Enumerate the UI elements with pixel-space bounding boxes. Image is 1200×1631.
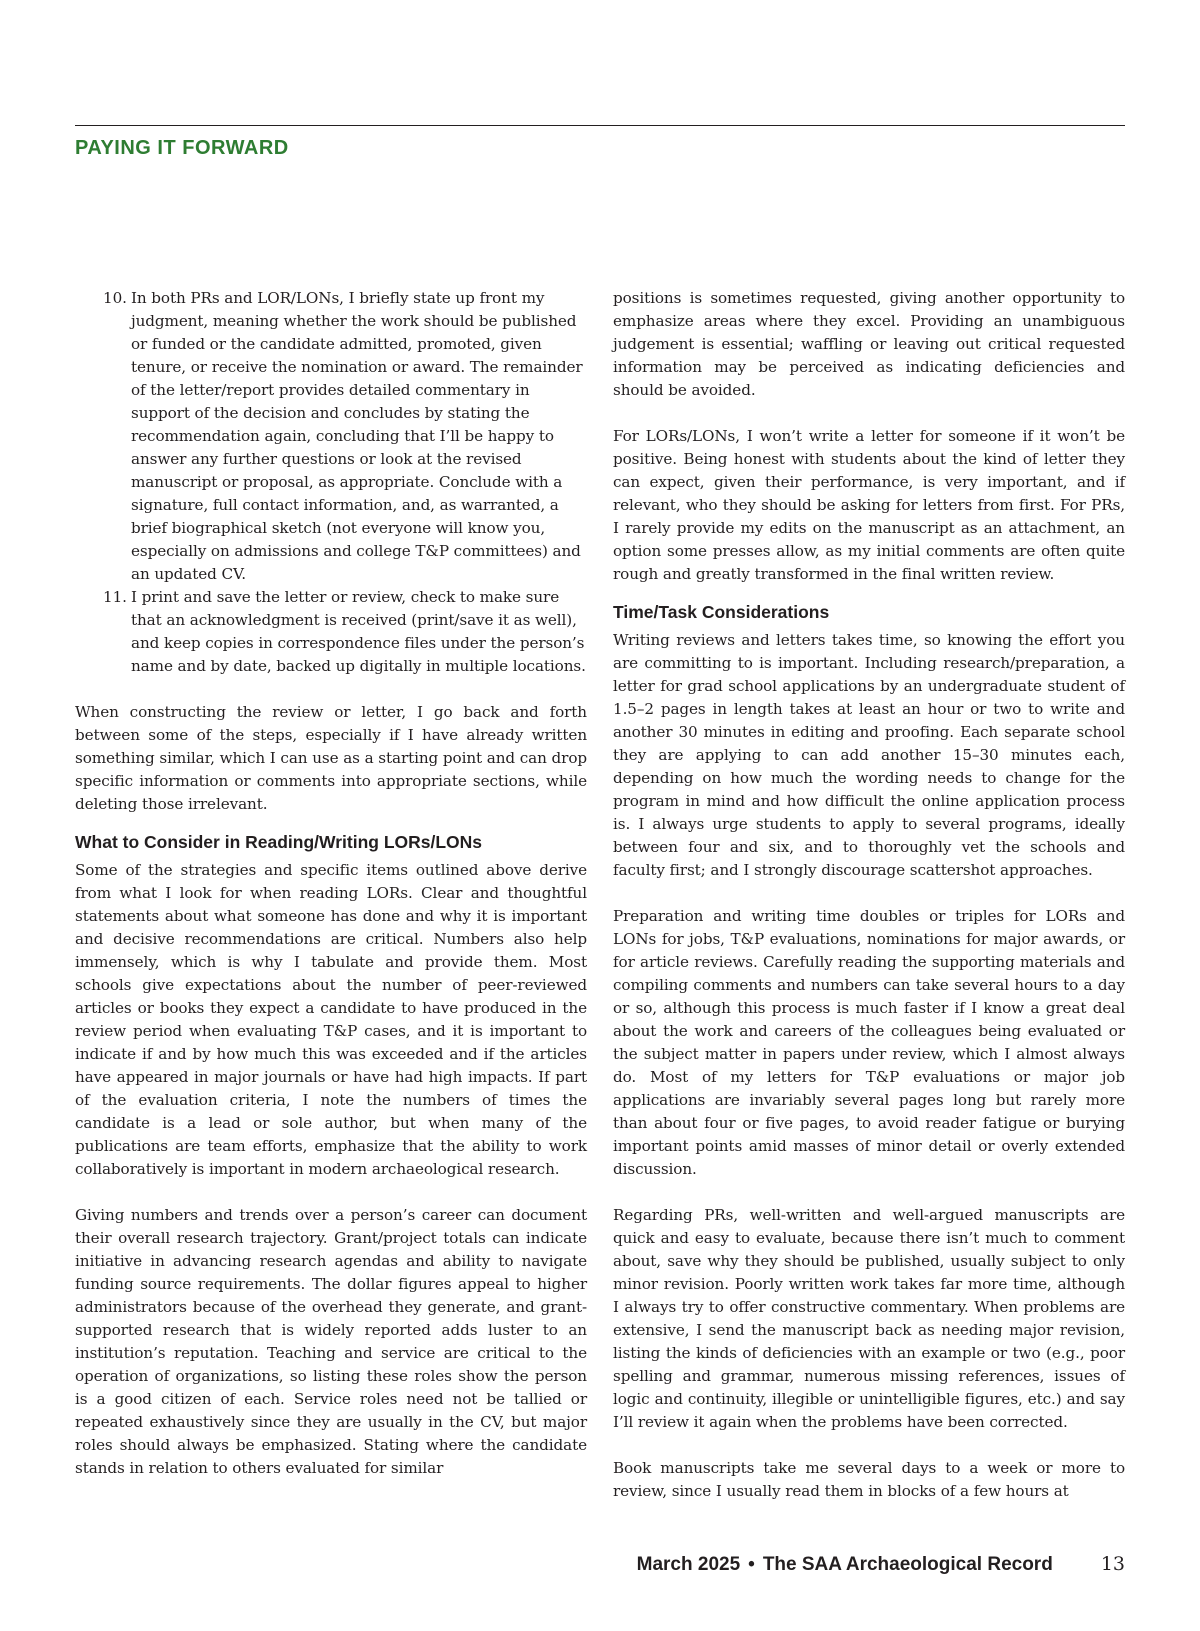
section-title: PAYING IT FORWARD <box>75 137 289 159</box>
section-heading: What to Consider in Reading/Writing LORs/LONs <box>75 832 483 852</box>
paragraph: Giving numbers and trends over a person’s career can document their overall research trajectory. Grant/project totals can indicate initiative in advancing research agendas and ability to navigate funding source requirements. The dollar figures appeal to higher administrators because of the overhead they generate, and grant-supported research that is widely reported adds luster to an institution’s reputation. Teaching and service are critical to the operation of organizations, so listing these roles show the person is a good citizen of each. Service roles need not be tallied or repeated exhaustively since they are usually in the CV, but major roles should always be emphasized. Stating where the candidate stands in relation to others evaluated for similar <box>75 1206 587 1477</box>
publication-title: The SAA Archaeological Record <box>762 1554 1053 1575</box>
left-column <box>75 287 587 1503</box>
list-text: In both PRs and LOR/LONs, I briefly state up front my judgment, meaning whether the work should be published or funded or the candidate admitted, promoted, given tenure, or receive the nomination or award. The remainder of the letter/report provides detailed commentary in support of the decision and concludes by stating the recommendation again, concluding that I’ll be happy to answer any further questions or look at the revised manuscript or proposal, as appropriate. Conclude with a signature, full contact information, and, as warranted, a brief biographical sketch (not everyone will know you, especially on admissions and college T&P committees) and an updated CV. <box>131 289 583 583</box>
list-item <box>75 586 587 678</box>
list-item <box>75 287 587 586</box>
paragraph: Book manuscripts take me several days to a week or more to review, since I usually read them in blocks of a few hours at <box>613 1459 1125 1500</box>
page-footer <box>637 1553 1125 1576</box>
paragraph: Preparation and writing time doubles or triples for LORs and LONs for jobs, T&P evaluations, nominations for major awards, or for article reviews. Carefully reading the supporting materials and compiling comments and numbers can take several hours to a day or so, although this process is much faster if I know a great deal about the work and careers of the colleagues being evaluated or the subject matter in papers under review, which I almost always do. Most of my letters for T&P evaluations or major job applications are invariably several pages long but rarely more than about four or five pages, to avoid reader fatigue or burying important points amid masses of minor detail or overly extended discussion. <box>613 907 1125 1178</box>
list-number: 10. <box>103 289 127 307</box>
paragraph: positions is sometimes requested, giving another opportunity to emphasize areas where they excel. Providing an unambiguous judgement is essential; waffling or leaving out critical requested information may be perceived as indicating deficiencies and should be avoided. <box>613 289 1125 399</box>
list-number: 11. <box>103 588 127 606</box>
footer-bullet: • <box>748 1554 755 1575</box>
section-heading: Time/Task Considerations <box>613 602 830 622</box>
issue-date: March 2025 <box>636 1554 741 1575</box>
list-text: I print and save the letter or review, check to make sure that an acknowledgment is received (print/save it as well), and keep copies in correspondence files under the person’s name and by date, backed up digitally in multiple locations. <box>131 588 586 675</box>
paragraph: When constructing the review or letter, I go back and forth between some of the steps, especially if I have already written something similar, which I can use as a starting point and can drop specific information or comments into appropriate sections, while deleting those irrelevant. <box>75 703 587 813</box>
paragraph: For LORs/LONs, I won’t write a letter for someone if it won’t be positive. Being honest with students about the kind of letter they can expect, given their performance, is very important, and if relevant, who they should be asking for letters from first. For PRs, I rarely provide my edits on the manuscript as an attachment, an option some presses allow, as my initial comments are often quite rough and greatly transformed in the final written review. <box>613 427 1125 583</box>
paragraph: Writing reviews and letters takes time, so knowing the effort you are committing to is important. Including research/preparation, a letter for grad school applications by an undergraduate student of 1.5–2 pages in length takes at least an hour or two to write and another 30 minutes in editing and proofing. Each separate school they are applying to can add another 15–30 minutes each, depending on how much the wording needs to change for the program in mind and how difficult the online application process is. I always urge students to apply to several programs, ideally between four and six, and to thoroughly vet the schools and faculty first; and I strongly discourage scattershot approaches. <box>613 631 1125 879</box>
paragraph: Regarding PRs, well-written and well-argued manuscripts are quick and easy to evaluate, because there isn’t much to comment about, save why they should be published, usually subject to only minor revision. Poorly written work takes far more time, although I always try to offer constructive commentary. When problems are extensive, I send the manuscript back as needing major revision, listing the kinds of deficiencies with an example or two (e.g., poor spelling and grammar, numerous missing references, issues of logic and continuity, illegible or unintelligible figures, etc.) and say I’ll review it again when the problems have been corrected. <box>613 1206 1125 1431</box>
paragraph: Some of the strategies and specific items outlined above derive from what I look for when reading LORs. Clear and thoughtful statements about what someone has done and why it is important and decisive recommendations are critical. Numbers also help immensely, which is why I tabulate and provide them. Most schools give expectations about the number of peer-reviewed articles or books they expect a candidate to have produced in the review period when evaluating T&P cases, and it is important to indicate if and by how much this was exceeded and if the articles have appeared in major journals or have had high impacts. If part of the evaluation criteria, I note the numbers of times the candidate is a lead or sole author, but when many of the publications are team efforts, emphasize that the ability to work collaboratively is important in modern archaeological research. <box>75 861 587 1178</box>
page-number: 13 <box>1100 1553 1125 1575</box>
header-rule <box>75 125 1125 126</box>
right-column <box>613 287 1125 1526</box>
